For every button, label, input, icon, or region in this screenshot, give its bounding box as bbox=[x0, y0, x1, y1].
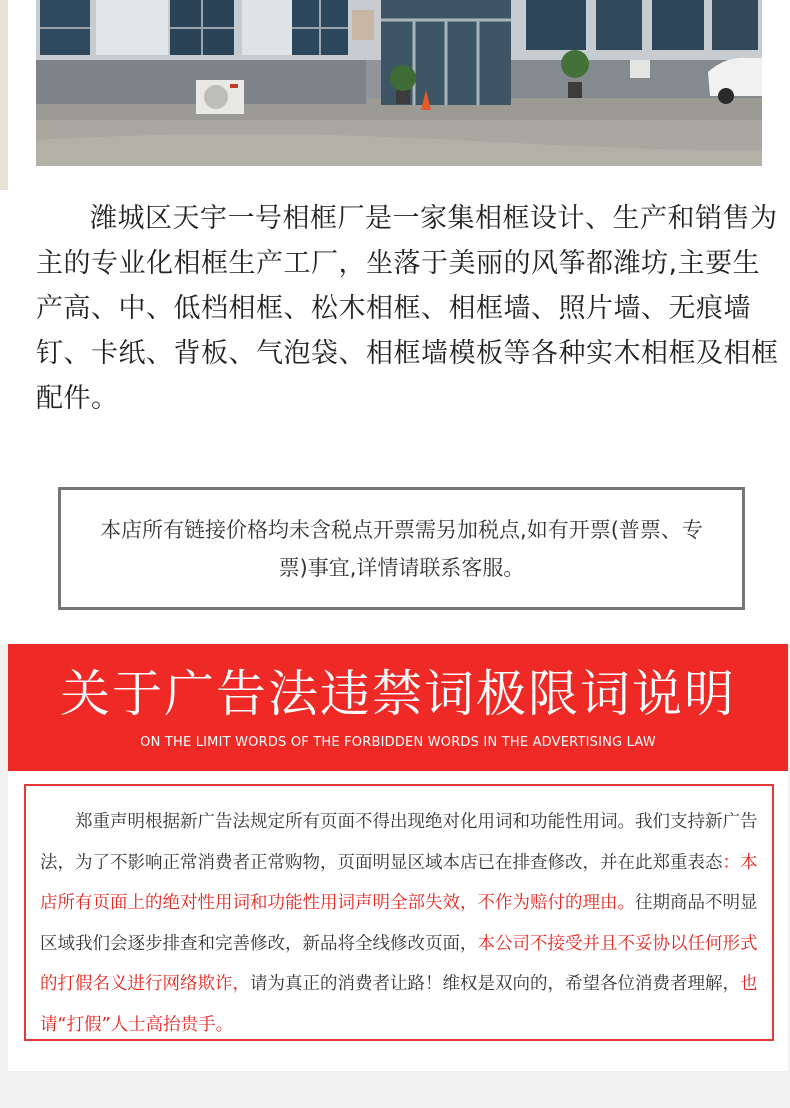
disclaimer-box bbox=[24, 784, 774, 1041]
disclaimer-part-2: 往期商品不明显区域我们会逐步排查和完善修改，新品将全线修改页面， bbox=[40, 893, 758, 954]
factory-photo-drawing bbox=[36, 0, 762, 166]
company-intro: 潍城区天宇一号相框厂是一家集相框设计、生产和销售为主的专业化相框生产工厂，坐落于美丽的风筝都潍坊,主要生产高、中、低档相框、松木相框、相框墙、照片墙、无痕墙钉、卡纸、背板、气泡袋、相框墙模板等各种实木相框及相框配件。 bbox=[36, 203, 779, 414]
ad-law-banner bbox=[8, 644, 788, 771]
banner-title: 关于广告法违禁词极限词说明 bbox=[60, 665, 736, 723]
intro-section bbox=[0, 0, 790, 450]
disclaimer-emphasis-2: 本公司不接受并且不妥协以任何形式的打假名义进行网络欺诈， bbox=[40, 933, 758, 994]
decorative-strip bbox=[0, 0, 8, 190]
disclaimer-emphasis-1: ：本店所有页面上的绝对性用词和功能性用词声明全部失效，不作为赔付的理由。 bbox=[40, 852, 758, 913]
disclaimer-text bbox=[40, 802, 762, 1045]
invoice-notice-box bbox=[58, 487, 745, 610]
banner-subtitle: ON THE LIMIT WORDS OF THE FORBIDDEN WORDS IN THE ADVERTISING LAW bbox=[140, 735, 656, 750]
invoice-notice-section bbox=[0, 450, 790, 645]
disclaimer-part-1: 郑重声明根据新广告法规定所有页面不得出现绝对化用词和功能性用词。我们支持新广告法，为了不影响正常消费者正常购物，页面明显区域本店已在排查修改，并在此郑重表态 bbox=[40, 812, 758, 873]
disclaimer-section bbox=[8, 771, 788, 1071]
disclaimer-emphasis-3: 也请“打假”人士高抬贵手。 bbox=[40, 974, 758, 1035]
disclaimer-part-3: 请为真正的消费者让路！维权是双向的，希望各位消费者理解， bbox=[250, 974, 740, 994]
factory-photo bbox=[36, 0, 762, 166]
invoice-notice-text: 本店所有链接价格均未含税点开票需另加税点,如有开票(普票、专票)事宜,详情请联系客服。 bbox=[100, 517, 703, 580]
